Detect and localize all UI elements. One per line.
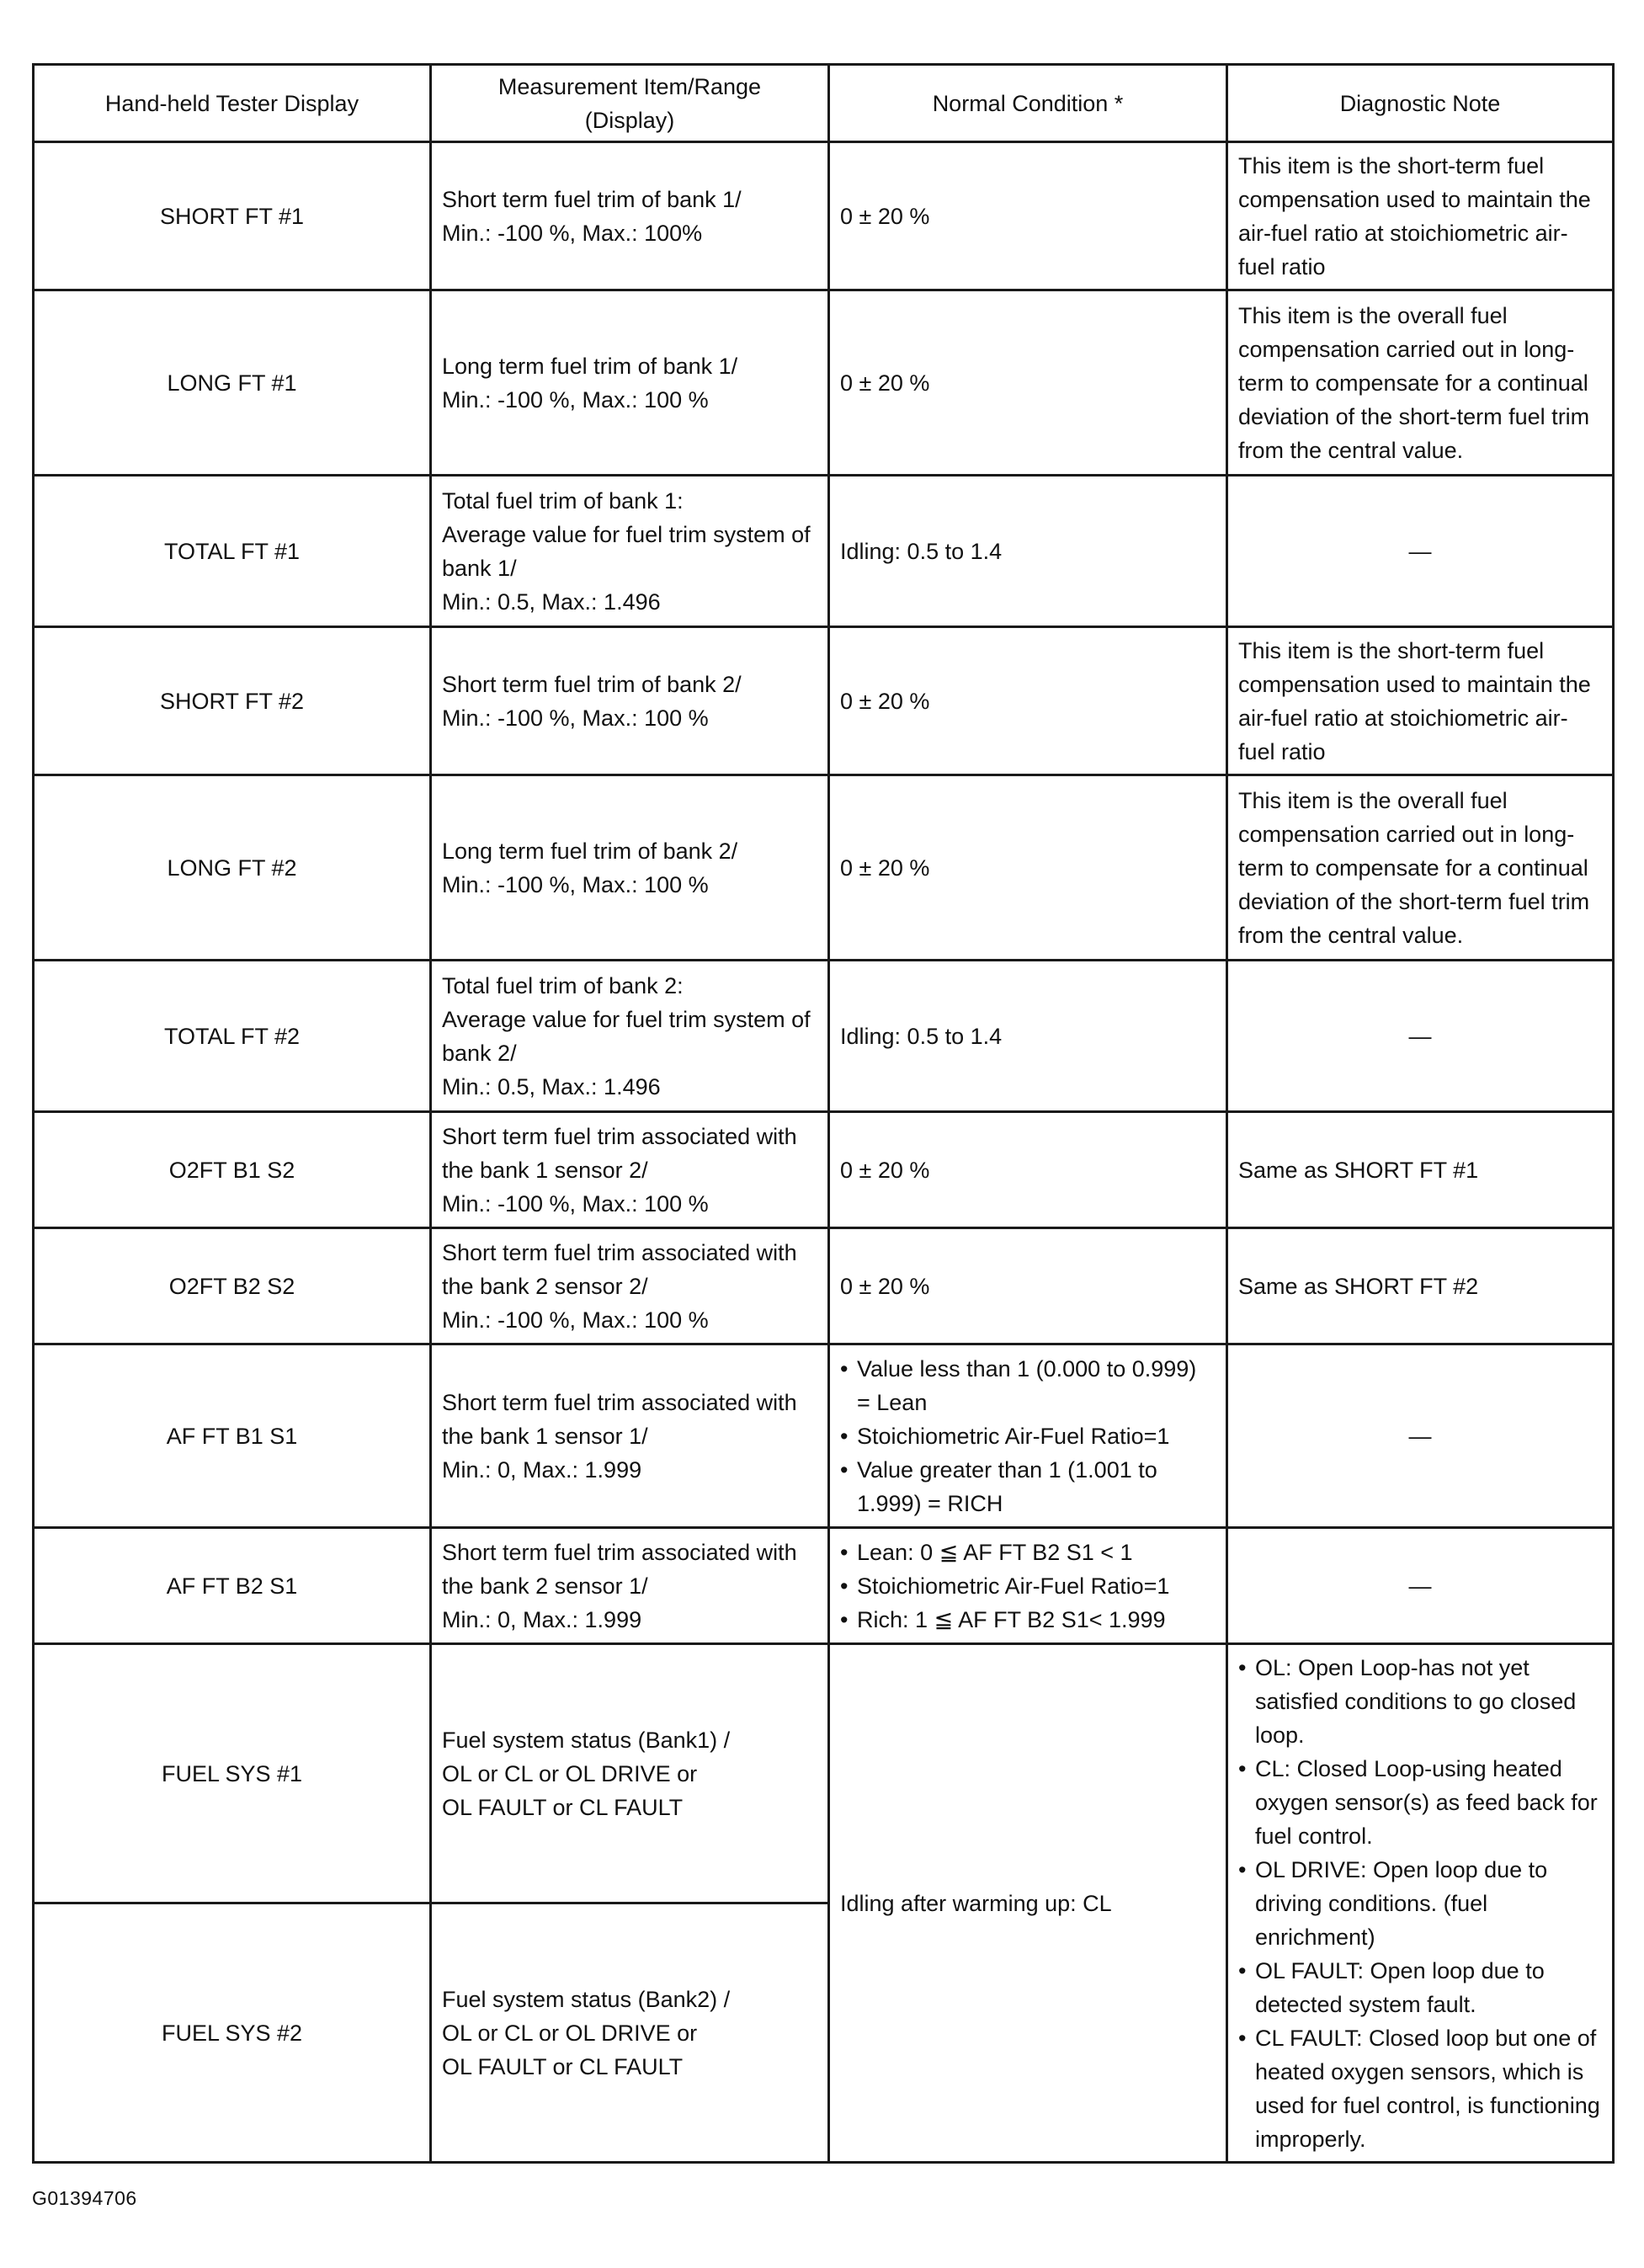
tester-display-cell: O2FT B2 S2 xyxy=(34,1228,431,1344)
table-row xyxy=(34,775,1614,961)
tester-display-cell: AF FT B2 S1 xyxy=(34,1528,431,1644)
header-diagnostic-note: Diagnostic Note xyxy=(1227,65,1614,142)
list-item: • Rich: 1 ≦ AF FT B2 S1< 1.999 xyxy=(840,1603,1216,1637)
normal-condition-cell: 0 ± 20 % xyxy=(829,290,1227,476)
list-item: • OL DRIVE: Open loop due to driving conditions. (fuel enrichment) xyxy=(1238,1853,1602,1954)
measurement-cell: Fuel system status (Bank1) / OL or CL or OL DRIVE or OL FAULT or CL FAULT xyxy=(431,1644,829,1903)
measurement-cell: Short term fuel trim associated with the bank 2 sensor 2/ Min.: -100 %, Max.: 100 % xyxy=(431,1228,829,1344)
table-row xyxy=(34,1112,1614,1228)
list-item: • Value less than 1 (0.000 to 0.999) = Lean xyxy=(840,1352,1216,1419)
measurement-cell: Long term fuel trim of bank 2/ Min.: -100 %, Max.: 100 % xyxy=(431,775,829,961)
list-item: • OL: Open Loop-has not yet satisfied conditions to go closed loop. xyxy=(1238,1651,1602,1752)
list-item: • Stoichiometric Air-Fuel Ratio=1 xyxy=(840,1569,1216,1603)
measurement-cell: Long term fuel trim of bank 1/ Min.: -100 %, Max.: 100 % xyxy=(431,290,829,476)
tester-display-cell: O2FT B1 S2 xyxy=(34,1112,431,1228)
normal-condition-cell: 0 ± 20 % xyxy=(829,1228,1227,1344)
diagnostic-note-cell: — xyxy=(1227,1344,1614,1528)
normal-condition-cell xyxy=(829,1344,1227,1528)
list-item: • CL FAULT: Closed loop but one of heated oxygen sensors, which is used for fuel control, is functioning improperly. xyxy=(1238,2021,1602,2156)
tester-display-cell: LONG FT #2 xyxy=(34,775,431,961)
tester-display-cell: LONG FT #1 xyxy=(34,290,431,476)
list-item: • OL FAULT: Open loop due to detected system fault. xyxy=(1238,1954,1602,2021)
normal-condition-cell: 0 ± 20 % xyxy=(829,142,1227,290)
normal-condition-cell: 0 ± 20 % xyxy=(829,775,1227,961)
diagnostic-note-cell: — xyxy=(1227,1528,1614,1644)
list-item: • Lean: 0 ≦ AF FT B2 S1 < 1 xyxy=(840,1536,1216,1569)
table-row xyxy=(34,1528,1614,1644)
normal-condition-list xyxy=(840,1536,1216,1637)
table-row xyxy=(34,142,1614,290)
diagnostic-note-cell: — xyxy=(1227,961,1614,1112)
data-table xyxy=(32,63,1615,2164)
header-normal-condition: Normal Condition * xyxy=(829,65,1227,142)
tester-display-cell: FUEL SYS #1 xyxy=(34,1644,431,1903)
measurement-cell: Total fuel trim of bank 2: Average value for fuel trim system of bank 2/ Min.: 0.5, Max.: 1.496 xyxy=(431,961,829,1112)
diagnostic-note-cell: — xyxy=(1227,476,1614,627)
normal-condition-cell: Idling: 0.5 to 1.4 xyxy=(829,476,1227,627)
table-row xyxy=(34,1228,1614,1344)
table-row xyxy=(34,1644,1614,1903)
fuel-system-note-list xyxy=(1238,1651,1602,2156)
normal-condition-cell: Idling after warming up: CL xyxy=(829,1644,1227,2163)
normal-condition-cell: 0 ± 20 % xyxy=(829,627,1227,775)
diagnostic-note-cell: Same as SHORT FT #2 xyxy=(1227,1228,1614,1344)
diagnostic-note-cell: Same as SHORT FT #1 xyxy=(1227,1112,1614,1228)
measurement-cell: Fuel system status (Bank2) / OL or CL or OL DRIVE or OL FAULT or CL FAULT xyxy=(431,1903,829,2163)
header-row xyxy=(34,65,1614,142)
normal-condition-list xyxy=(840,1352,1216,1520)
header-tester-display: Hand-held Tester Display xyxy=(34,65,431,142)
normal-condition-cell xyxy=(829,1528,1227,1644)
header-measurement: Measurement Item/Range (Display) xyxy=(431,65,829,142)
measurement-cell: Short term fuel trim associated with the bank 2 sensor 1/ Min.: 0, Max.: 1.999 xyxy=(431,1528,829,1644)
list-item: • Value greater than 1 (1.001 to 1.999) = RICH xyxy=(840,1453,1216,1520)
measurement-cell: Short term fuel trim of bank 1/ Min.: -100 %, Max.: 100% xyxy=(431,142,829,290)
tester-display-cell: FUEL SYS #2 xyxy=(34,1903,431,2163)
tester-display-cell: TOTAL FT #2 xyxy=(34,961,431,1112)
measurement-cell: Short term fuel trim associated with the bank 1 sensor 1/ Min.: 0, Max.: 1.999 xyxy=(431,1344,829,1528)
measurement-cell: Short term fuel trim of bank 2/ Min.: -100 %, Max.: 100 % xyxy=(431,627,829,775)
normal-condition-cell: 0 ± 20 % xyxy=(829,1112,1227,1228)
table-row xyxy=(34,476,1614,627)
list-item: • CL: Closed Loop-using heated oxygen sensor(s) as feed back for fuel control. xyxy=(1238,1752,1602,1853)
diagnostic-note-cell: This item is the short-term fuel compensation used to maintain the air-fuel ratio at stoichiometric air-fuel ratio xyxy=(1227,142,1614,290)
tester-display-cell: TOTAL FT #1 xyxy=(34,476,431,627)
measurement-cell: Short term fuel trim associated with the bank 1 sensor 2/ Min.: -100 %, Max.: 100 % xyxy=(431,1112,829,1228)
table-row xyxy=(34,961,1614,1112)
table-row xyxy=(34,290,1614,476)
fuel-trim-data-list xyxy=(32,63,1612,2164)
tester-display-cell: SHORT FT #1 xyxy=(34,142,431,290)
diagnostic-note-cell: This item is the overall fuel compensation carried out in long-term to compensate for a continual deviation of the short-term fuel trim from the central value. xyxy=(1227,290,1614,476)
list-item: • Stoichiometric Air-Fuel Ratio=1 xyxy=(840,1419,1216,1453)
diagnostic-note-cell xyxy=(1227,1644,1614,2163)
diagnostic-note-cell: This item is the overall fuel compensation carried out in long-term to compensate for a continual deviation of the short-term fuel trim from the central value. xyxy=(1227,775,1614,961)
normal-condition-cell: Idling: 0.5 to 1.4 xyxy=(829,961,1227,1112)
tester-display-cell: SHORT FT #2 xyxy=(34,627,431,775)
figure-id: G01394706 xyxy=(32,2187,137,2209)
table-row xyxy=(34,627,1614,775)
measurement-cell: Total fuel trim of bank 1: Average value for fuel trim system of bank 1/ Min.: 0.5, Max.: 1.496 xyxy=(431,476,829,627)
diagnostic-note-cell: This item is the short-term fuel compensation used to maintain the air-fuel ratio at stoichiometric air-fuel ratio xyxy=(1227,627,1614,775)
tester-display-cell: AF FT B1 S1 xyxy=(34,1344,431,1528)
table-row xyxy=(34,1344,1614,1528)
